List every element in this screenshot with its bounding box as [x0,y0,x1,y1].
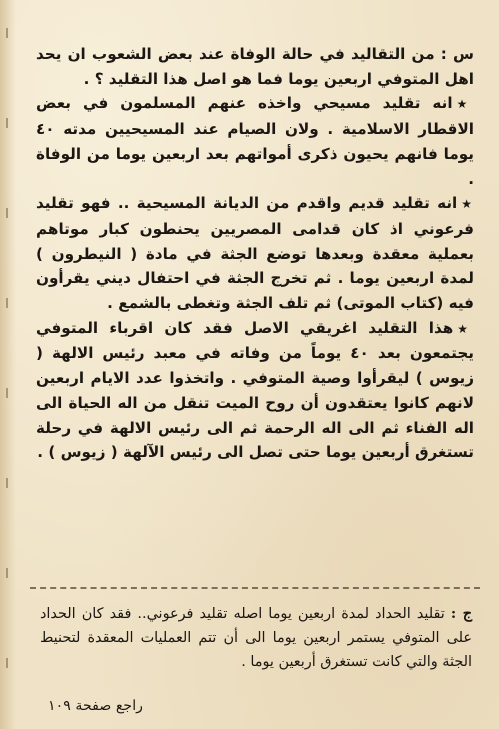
footnote-prefix: ج : [450,605,472,622]
answer-text-2: انه تقليد قديم واقدم من الديانة المسيحية .. فهو تقليد فرعوني اذ كان قدامى المصريين يحنطون كبار موتاهم بعملية معقدة وبعدها توضع الجثة في مادة ( النيطرون ) لمدة اربعين يوما . ثم تخرج الجثة في احتفال ديني يقرأون فيه (كتاب الموتى) ثم تلف الجثة وتغطى بالشمع . [36,194,474,313]
answer-text-1: انه تقليد مسيحي واخذه عنهم المسلمون في بعض الاقطار الاسلامية . ولان الصيام عند المسيحيين مدته ٤٠ يوما فانهم يحيون ذكرى أمواتهم بعد اربعين يوما من الوفاة . [36,94,474,188]
fold-mark [6,28,8,38]
page-reference: راجع صفحة ١٠٩ [48,698,143,714]
question-prefix: س : [440,45,474,63]
footnote-paragraph [40,602,472,674]
footnote-text: تقليد الحداد لمدة اربعين يوما اصله تقليد فرعوني.. فقد كان الحداد على المتوفي يستمر اربعين يوما الى أن تتم العمليات المعقدة لتحنيط الجثة والتي كانت تستغرق أربعين يوما . [40,606,472,670]
fold-mark [6,568,8,578]
answer-paragraph-3 [36,316,474,465]
answer-paragraph-2 [36,191,474,316]
question-text: من التقاليد في حالة الوفاة عند بعض الشعوب ان يحد اهل المتوفي اربعين يوما فما هو اصل هذا التقليد ؟ . [36,45,474,88]
section-divider [30,587,480,589]
star-icon: ★ [456,97,474,112]
fold-mark [6,208,8,218]
fold-mark [6,298,8,308]
answer-paragraph-1 [36,91,474,191]
fold-mark [6,388,8,398]
answer-text-3: هذا التقليد اغريقي الاصل فقد كان اقرباء المتوفي يجتمعون بعد ٤٠ يوماً من وفاته في معبد رئيس الالهة ( زيوس ) ليقرأوا وصية المتوفي . واتخذوا عدد الايام اربعين لانهم كانوا يعتقدون أن روح الميت تنقل من اله الحياة الى اله الفناء ثم الى اله الرحمة ثم الى رئيس الالهة في رحلة تستغرق أربعين يوما حتى تصل الى رئيس الآلهة ( زيوس ) . [36,318,474,462]
star-icon: ★ [461,197,474,212]
binding-edge [0,0,16,729]
main-text [36,42,474,465]
star-icon: ★ [457,321,474,336]
fold-mark [6,658,8,668]
fold-mark [6,478,8,488]
fold-mark [6,118,8,128]
question-paragraph [36,42,474,91]
